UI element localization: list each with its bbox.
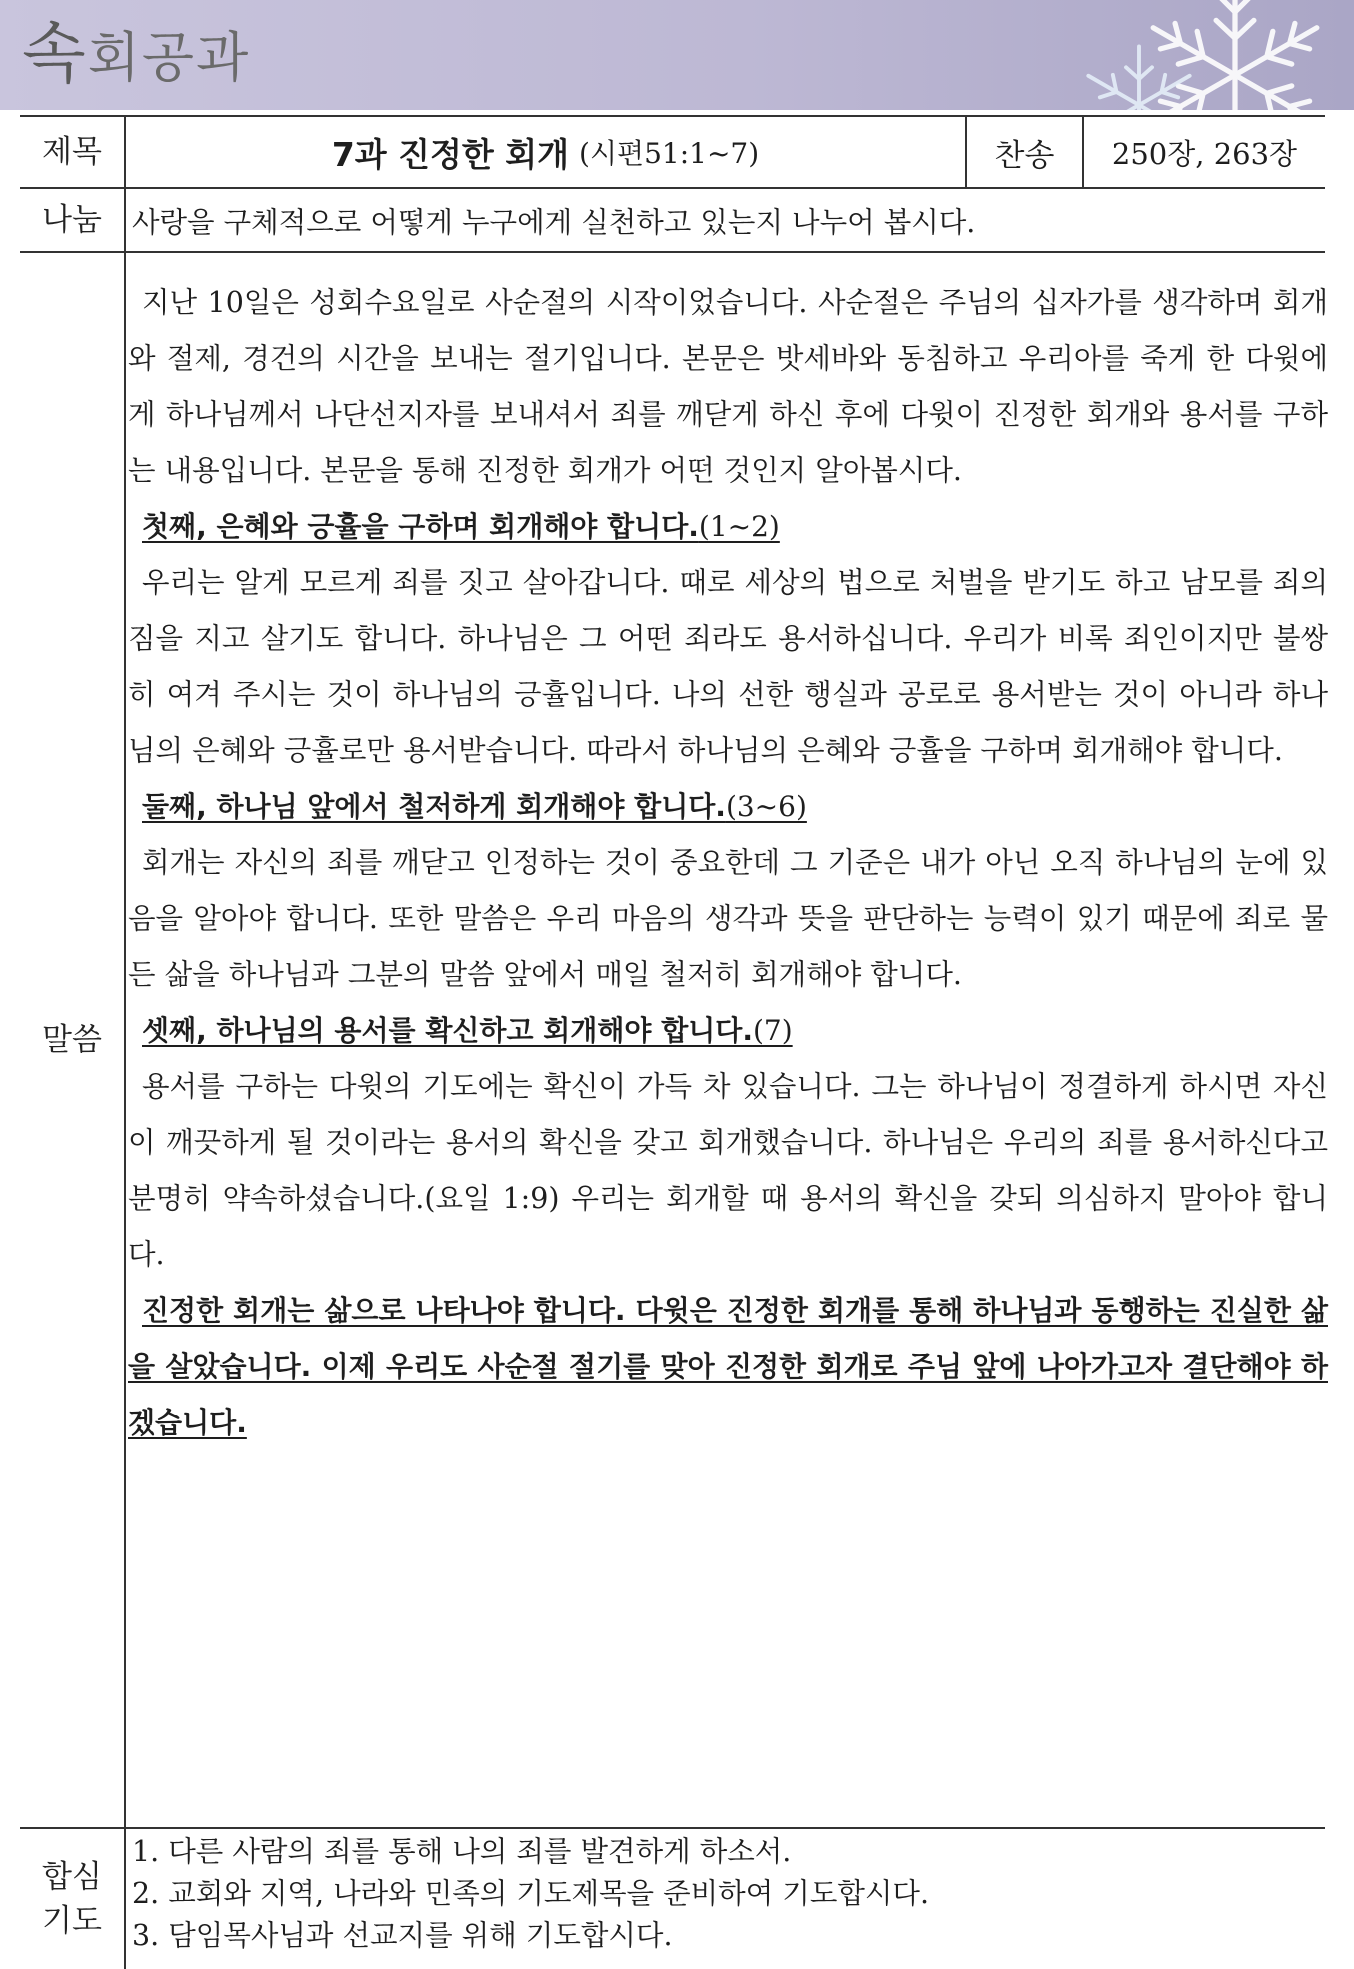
point-heading-1-text: 첫째, 은혜와 긍휼을 구하며 회개해야 합니다. [142, 510, 699, 543]
point-heading-2-text: 둘째, 하나님 앞에서 철저하게 회개해야 합니다. [142, 790, 726, 823]
point-heading-3 [128, 1003, 1328, 1059]
prayer-row [20, 1829, 1325, 1969]
word-label: 말씀 [20, 253, 126, 1827]
word-row [20, 253, 1328, 1829]
point-heading-2 [128, 779, 1328, 835]
point-heading-1 [128, 499, 1328, 555]
prayer-item: 2. 교회와 지역, 나라와 민족의 기도제목을 준비하여 기도합시다. [132, 1877, 930, 1910]
title-label: 제목 [20, 117, 126, 187]
title-row [20, 117, 1325, 189]
section-title [22, 8, 250, 104]
conclusion-paragraph: 진정한 회개는 삶으로 나타나야 합니다. 다윗은 진정한 회개를 통해 하나님과 동행하는 진실한 삶을 살았습니다. 이제 우리도 사순절 절기를 맞아 진정한 회개로 주님 앞에 나아가고자 결단해야 하겠습니다. [128, 1294, 1328, 1439]
prayer-label-line2: 기도 [42, 1903, 102, 1939]
share-row [20, 189, 1325, 253]
scripture-reference: (시편51:1~7) [579, 137, 760, 170]
point-heading-2-verses: (3~6) [725, 790, 807, 823]
sermon-body [128, 275, 1328, 1451]
hymn-label: 찬송 [967, 117, 1084, 187]
lesson-title [126, 117, 967, 187]
point-body-2: 회개는 자신의 죄를 깨닫고 인정하는 것이 중요한데 그 기준은 내가 아닌 오직 하나님의 눈에 있음을 알아야 합니다. 또한 말씀은 우리 마음의 생각과 뜻을 판단하는 능력이 있기 때문에 죄로 물든 삶을 하나님과 그분의 말씀 앞에서 매일 철저히 회개해야 합니다. [128, 846, 1328, 991]
header-banner [0, 0, 1354, 110]
point-heading-1-verses: (1~2) [698, 510, 780, 543]
hymn-numbers: 250장, 263장 [1111, 136, 1298, 171]
point-heading-3-text: 셋째, 하나님의 용서를 확신하고 회개해야 합니다. [142, 1014, 753, 1047]
prayer-item: 3. 담임목사님과 선교지를 위해 기도합시다. [132, 1919, 673, 1952]
section-title-first-char: 속 [22, 15, 88, 92]
lesson-name: 7과 진정한 회개 [331, 134, 570, 174]
prayer-label-line1: 합심 [42, 1859, 102, 1895]
share-label: 나눔 [20, 189, 126, 251]
prayer-list [132, 1829, 1312, 1957]
prayer-item: 1. 다른 사람의 죄를 통해 나의 죄를 발견하게 하소서. [132, 1835, 792, 1868]
snowflake-icon [1074, 40, 1204, 110]
lesson-sheet [20, 115, 1328, 1952]
section-title-rest: 회공과 [87, 26, 251, 89]
point-body-1: 우리는 알게 모르게 죄를 짓고 살아갑니다. 때로 세상의 법으로 처벌을 받기도 하고 남모를 죄의 짐을 지고 살기도 합니다. 하나님은 그 어떤 죄라도 용서하십니다. 우리가 비록 죄인이지만 불쌍히 여겨 주시는 것이 하나님의 긍휼입니다. 나의 선한 행실과 공로로 용서받는 것이 아니라 하나님의 은혜와 긍휼로만 용서받습니다. 따라서 하나님의 은혜와 긍휼을 구하며 회개해야 합니다. [128, 566, 1328, 767]
point-heading-3-verses: (7) [752, 1014, 793, 1047]
prayer-label [20, 1829, 126, 1969]
intro-paragraph: 지난 10일은 성회수요일로 사순절의 시작이었습니다. 사순절은 주님의 십자가를 생각하며 회개와 절제, 경건의 시간을 보내는 절기입니다. 본문은 밧세바와 동침하고 우리아를 죽게 한 다윗에게 하나님께서 나단선지자를 보내셔서 죄를 깨닫게 하신 후에 다윗이 진정한 회개와 용서를 구하는 내용입니다. 본문을 통해 진정한 회개가 어떤 것인지 알아봅시다. [128, 286, 1328, 487]
share-question: 사랑을 구체적으로 어떻게 누구에게 실천하고 있는지 나누어 봅시다. [132, 205, 976, 239]
point-body-3: 용서를 구하는 다윗의 기도에는 확신이 가득 차 있습니다. 그는 하나님이 정결하게 하시면 자신이 깨끗하게 될 것이라는 용서의 확신을 갖고 회개했습니다. 하나님은 우리의 죄를 용서하신다고 분명히 약속하셨습니다.(요일 1:9) 우리는 회개할 때 용서의 확신을 갖되 의심하지 말아야 합니다. [128, 1070, 1328, 1271]
